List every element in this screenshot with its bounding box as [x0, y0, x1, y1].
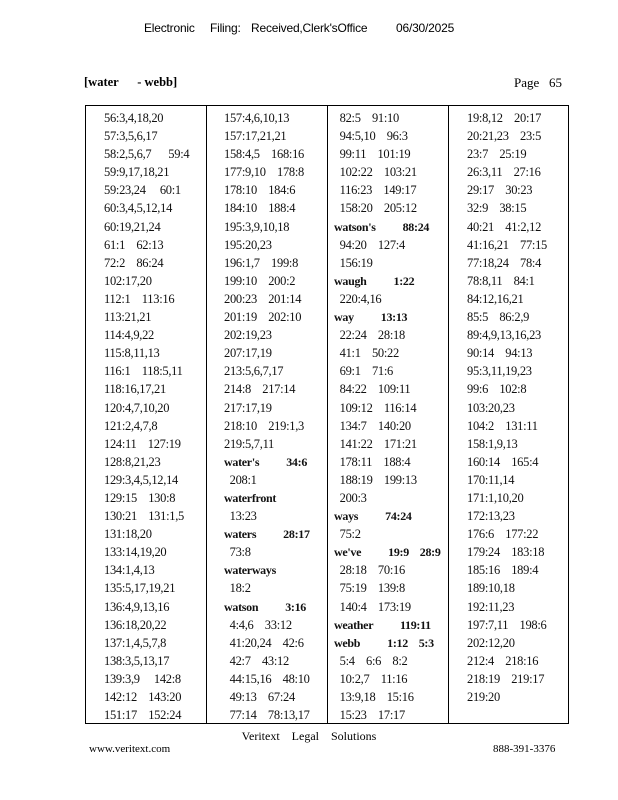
index-reference-entry: 195:3,9,10,18 [224, 219, 290, 234]
index-term-entry: weather 119:11 [334, 617, 431, 632]
index-reference-entry: 212:4 218:16 [467, 653, 539, 668]
index-reference-entry: 104:2 131:11 [467, 418, 538, 433]
index-reference-entry: 134:7 140:20 [334, 418, 411, 433]
index-reference-entry: 72:2 86:24 [104, 255, 164, 270]
index-reference-entry: 29:17 30:23 [467, 183, 533, 198]
index-reference-entry: 137:1,4,5,7,8 [104, 635, 167, 650]
index-reference-entry: 128:8,21,23 [104, 454, 161, 469]
index-reference-entry: 73:8 [224, 545, 251, 560]
index-reference-entry: 114:4,9,22 [104, 328, 155, 343]
index-reference-entry: 202:12,20 [467, 635, 515, 650]
index-reference-entry: 69:1 71:6 [334, 364, 393, 379]
index-reference-entry: 138:3,5,13,17 [104, 653, 170, 668]
index-reference-entry: 214:8 217:14 [224, 382, 296, 397]
index-reference-entry: 75:2 [334, 527, 361, 542]
index-reference-entry: 23:7 25:19 [467, 147, 527, 162]
index-term-entry: watson's 88:24 [334, 219, 430, 234]
index-reference-entry: 109:12 116:14 [334, 400, 417, 415]
index-reference-entry: 102:17,20 [104, 273, 152, 288]
index-reference-entry: 172:13,23 [467, 509, 515, 524]
index-column-1 [86, 106, 207, 723]
index-reference-entry: 157:17,21,21 [224, 129, 287, 144]
index-reference-entry: 42:7 43:12 [224, 653, 289, 668]
index-reference-entry: 99:11 101:19 [334, 147, 411, 162]
index-reference-entry: 84:22 109:11 [334, 382, 411, 397]
index-term-entry: way 13:13 [334, 310, 408, 325]
index-reference-entry: 10:2,7 11:16 [334, 671, 408, 686]
index-reference-entry: 118:16,17,21 [104, 382, 166, 397]
index-term-entry: waugh 1:22 [334, 273, 415, 288]
index-reference-entry: 41:1 50:22 [334, 346, 399, 361]
index-reference-entry: 129:3,4,5,12,14 [104, 472, 178, 487]
index-reference-entry: 217:17,19 [224, 400, 272, 415]
index-reference-entry: 112:1 113:16 [104, 291, 175, 306]
index-range-header: [water - webb] [84, 75, 178, 89]
index-reference-entry: 60:19,21,24 [104, 219, 161, 234]
index-reference-entry: 44:15,16 48:10 [224, 671, 310, 686]
index-reference-entry: 208:1 [224, 472, 257, 487]
index-reference-entry: 4:4,6 33:12 [224, 617, 292, 632]
index-reference-entry: 207:17,19 [224, 346, 272, 361]
index-reference-entry: 151:17 152:24 [104, 708, 182, 723]
index-reference-entry: 19:8,12 20:17 [467, 111, 542, 125]
footer-company: Veritext Legal Solutions [241, 729, 377, 743]
index-reference-entry: 13:23 [224, 509, 257, 524]
index-reference-entry: 116:23 149:17 [334, 183, 417, 198]
index-reference-entry: 201:19 202:10 [224, 310, 302, 325]
index-reference-entry: 177:9,10 178:8 [224, 165, 304, 180]
index-term-entry: waterways [224, 563, 276, 578]
index-reference-entry: 189:10,18 [467, 581, 515, 596]
index-reference-entry: 5:4 6:6 8:2 [334, 653, 408, 668]
index-reference-entry: 113:21,21 [104, 310, 152, 325]
index-reference-entry: 103:20,23 [467, 400, 515, 415]
index-reference-entry: 75:19 139:8 [334, 581, 405, 596]
index-reference-entry: 178:10 184:6 [224, 183, 296, 198]
banner-filing: Filing: [210, 21, 241, 35]
index-reference-entry: 196:1,7 199:8 [224, 255, 299, 270]
index-term-entry: water's 34:6 [224, 454, 308, 469]
index-reference-entry: 200:23 201:14 [224, 291, 302, 306]
index-reference-entry: 115:8,11,13 [104, 346, 160, 361]
index-reference-entry: 78:8,11 84:1 [467, 273, 535, 288]
index-reference-entry: 192:11,23 [467, 599, 515, 614]
index-reference-entry: 60:3,4,5,12,14 [104, 201, 173, 216]
index-reference-entry: 195:20,23 [224, 237, 272, 252]
index-reference-entry: 94:5,10 96:3 [334, 129, 408, 144]
index-reference-entry: 124:11 127:19 [104, 436, 181, 451]
index-reference-entry: 84:12,16,21 [467, 291, 524, 306]
index-reference-entry: 136:18,20,22 [104, 617, 167, 632]
index-reference-entry: 199:10 200:2 [224, 273, 296, 288]
index-reference-entry: 15:23 17:17 [334, 708, 405, 723]
index-reference-entry: 59:9,17,18,21 [104, 165, 170, 180]
index-reference-entry: 158:20 205:12 [334, 201, 417, 216]
index-reference-entry: 136:4,9,13,16 [104, 599, 170, 614]
index-reference-entry: 94:20 127:4 [334, 237, 405, 252]
banner-source: Electronic [144, 21, 195, 35]
index-reference-entry: 32:9 38:15 [467, 201, 527, 216]
banner-date: 06/30/2025 [396, 21, 455, 35]
word-index-table [85, 105, 569, 724]
index-reference-entry: 160:14 165:4 [467, 454, 539, 469]
index-reference-entry: 120:4,7,10,20 [104, 400, 170, 415]
index-reference-entry: 133:14,19,20 [104, 545, 167, 560]
index-term-entry: ways 74:24 [334, 509, 412, 524]
index-reference-entry: 58:2,5,6,7 59:4 [104, 147, 190, 162]
index-reference-entry: 41:20,24 42:6 [224, 635, 304, 650]
index-column-2 [207, 106, 328, 723]
footer-phone: 888-391-3376 [493, 743, 556, 755]
index-reference-entry: 134:1,4,13 [104, 563, 155, 578]
banner-received: Received,Clerk'sOffice [251, 21, 368, 35]
index-term-entry: waters 28:17 [224, 527, 310, 542]
index-reference-entry: 176:6 177:22 [467, 527, 539, 542]
index-reference-entry: 28:18 70:16 [334, 563, 405, 578]
index-term-entry: we've 19:9 28:9 [334, 545, 441, 560]
index-reference-entry: 130:21 131:1,5 [104, 509, 184, 524]
index-term-entry: waterfront [224, 490, 277, 505]
index-reference-entry: 89:4,9,13,16,23 [467, 328, 541, 343]
index-reference-entry: 141:22 171:21 [334, 436, 417, 451]
index-reference-entry: 95:3,11,19,23 [467, 364, 532, 379]
index-reference-entry: 22:24 28:18 [334, 328, 405, 343]
index-reference-entry: 85:5 86:2,9 [467, 310, 530, 325]
index-reference-entry: 139:3,9 142:8 [104, 671, 181, 686]
index-reference-entry: 158:1,9,13 [467, 436, 518, 451]
index-reference-entry: 197:7,11 198:6 [467, 617, 547, 632]
index-reference-entry: 61:1 62:13 [104, 237, 164, 252]
index-reference-entry: 20:21,23 23:5 [467, 129, 542, 144]
index-reference-entry: 188:19 199:13 [334, 472, 417, 487]
index-reference-entry: 184:10 188:4 [224, 201, 296, 216]
index-reference-entry: 77:18,24 78:4 [467, 255, 542, 270]
index-reference-entry: 26:3,11 27:16 [467, 165, 541, 180]
index-reference-entry: 218:10 219:1,3 [224, 418, 304, 433]
index-reference-entry: 40:21 41:2,12 [467, 219, 542, 234]
footer-website: www.veritext.com [89, 743, 171, 755]
index-reference-entry: 179:24 183:18 [467, 545, 545, 560]
index-reference-entry: 200:3 [334, 490, 367, 505]
index-term-entry: webb 1:12 5:3 [334, 635, 434, 650]
index-reference-entry: 219:5,7,11 [224, 436, 275, 451]
index-reference-entry: 90:14 94:13 [467, 346, 533, 361]
index-reference-entry: 219:20 [467, 690, 500, 704]
index-reference-entry: 82:5 91:10 [334, 111, 399, 125]
index-reference-entry: 116:1 118:5,11 [104, 364, 183, 379]
index-reference-entry: 178:11 188:4 [334, 454, 411, 469]
index-term-entry: watson 3:16 [224, 599, 307, 614]
index-reference-entry: 213:5,6,7,17 [224, 364, 284, 379]
index-reference-entry: 170:11,14 [467, 472, 515, 487]
index-reference-entry: 171:1,10,20 [467, 490, 524, 505]
index-reference-entry: 135:5,17,19,21 [104, 581, 176, 596]
index-column-3 [328, 106, 449, 723]
index-reference-entry: 57:3,5,6,17 [104, 129, 158, 144]
index-reference-entry: 157:4,6,10,13 [224, 111, 290, 125]
index-reference-entry: 220:4,16 [334, 291, 382, 306]
index-reference-entry: 156:19 [334, 255, 373, 270]
index-reference-entry: 99:6 102:8 [467, 382, 527, 397]
index-reference-entry: 129:15 130:8 [104, 490, 176, 505]
index-reference-entry: 56:3,4,18,20 [104, 111, 164, 125]
page-number: Page 65 [514, 75, 563, 90]
index-reference-entry: 41:16,21 77:15 [467, 237, 547, 252]
index-reference-entry: 18:2 [224, 581, 251, 596]
index-reference-entry: 59:23,24 60:1 [104, 183, 181, 198]
index-reference-entry: 13:9,18 15:16 [334, 690, 414, 704]
index-reference-entry: 77:14 78:13,17 [224, 708, 310, 723]
index-reference-entry: 131:18,20 [104, 527, 152, 542]
index-reference-entry: 140:4 173:19 [334, 599, 411, 614]
index-reference-entry: 202:19,23 [224, 328, 272, 343]
index-reference-entry: 102:22 103:21 [334, 165, 417, 180]
index-reference-entry: 121:2,4,7,8 [104, 418, 158, 433]
index-reference-entry: 218:19 219:17 [467, 671, 545, 686]
index-reference-entry: 49:13 67:24 [224, 690, 295, 704]
index-reference-entry: 142:12 143:20 [104, 690, 182, 704]
index-reference-entry: 158:4,5 168:16 [224, 147, 304, 162]
index-column-4 [449, 106, 570, 723]
index-reference-entry: 185:16 189:4 [467, 563, 539, 578]
